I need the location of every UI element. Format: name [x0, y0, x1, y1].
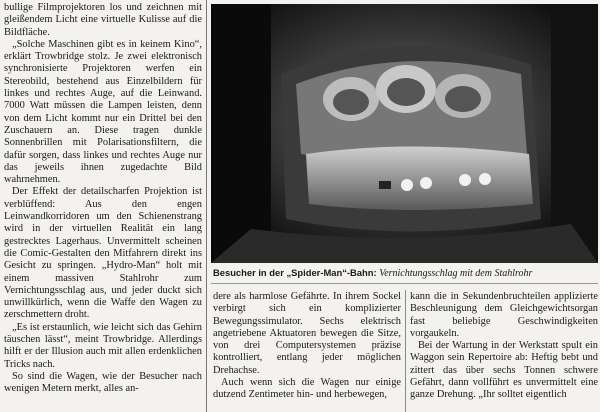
photo-caption: [213, 267, 598, 280]
paragraph: bullige Filmprojektoren los und zeichnen mit gleißendem Licht eine virtuelle Kulisse auf die Bildfläche.: [4, 2, 202, 38]
caption-lead: Besucher in der „Spider-Man“-Bahn:: [213, 267, 377, 278]
paragraph: dere als harmlose Gefährte. In ihrem Sockel verbirgt sich ein komplizierter Bewegungssimulator. Sechs elektrisch angetriebene Aktuatoren bewegen die Sitze, von drei Computersystemen präzise kontrolliert, entlang jeder möglichen Drehachse.: [213, 291, 401, 376]
paragraph: So sind die Wagen, wie der Besucher nach wenigen Metern merkt, alles an-: [4, 370, 202, 395]
paragraph: Auch wenn sich die Wagen nur einige dutzend Zentimeter hin- und herbewegen,: [213, 377, 401, 401]
column-rule-lower: [405, 290, 406, 412]
paragraph: „Solche Maschinen gibt es in keinem Kino“, erklärt Trowbridge stolz. Je zwei elektronisch synchronisierte Projektoren werfen ein Stereobild, bestehend aus Einzelbildern für linkes und rechtes Auge, auf die Leinwand. 7000 Watt müssen die Lampen leisten, denn von dem Licht kommt nur ein Drittel bei den Zuschauern an. Diese tragen dunkle Sonnenbrillen mit Polarisationsfiltern, die dafür sorgen, dass linkes und rechtes Auge nur das jeweils ihnen zugedachte Bild wahrnehmen.: [4, 38, 202, 186]
caption-rule: [211, 283, 598, 284]
article-left-column: [4, 2, 202, 396]
ride-vehicle-photo: [211, 4, 598, 263]
article-right-column: [410, 291, 598, 402]
paragraph: kann die in Sekundenbruchteilen applizierte Beschleunigung dem Gleichgewichtsorgan fast beliebige Geschwindigkeiten vorgaukeln.: [410, 291, 598, 339]
photo-illustration: [211, 4, 598, 263]
paragraph: „Es ist erstaunlich, wie leicht sich das Gehirn täuschen lässt“, meint Trowbridge. Allerdings hilft er der Illusion auch mit allen erdenklichen Tricks nach.: [4, 321, 202, 370]
caption-text: Vernichtungsschlag mit dem Stahlrohr: [379, 268, 533, 279]
column-rule: [206, 0, 207, 412]
paragraph: Der Effekt der detailscharfen Projektion ist verblüffend: Aus den engen Leinwandkorridoren um den Schienenstrang wird in der virtuellen Realität ein lang gestrecktes Lagerhaus. Unvermittelt scheinen die Comic-Gestalten den Mitfahrern direkt ins Gesicht zu springen. „Hydro-Man“ holt mit einem massiven Stahlrohr zum Vernichtungsschlag aus, und jeder duckt sich unwillkürlich, wenn die Waffe den Wagen zu zerschmettern droht.: [4, 186, 202, 321]
article-middle-column: [213, 291, 401, 402]
paragraph: Bei der Wartung in der Werkstatt spult ein Waggon sein Repertoire ab: Heftig bebt und zittert das über sechs Tonnen schwere Gefährt, dann vollführt es unvermittelt eine ganze Drehung. „Ihr solltet eigentlich: [410, 340, 598, 401]
